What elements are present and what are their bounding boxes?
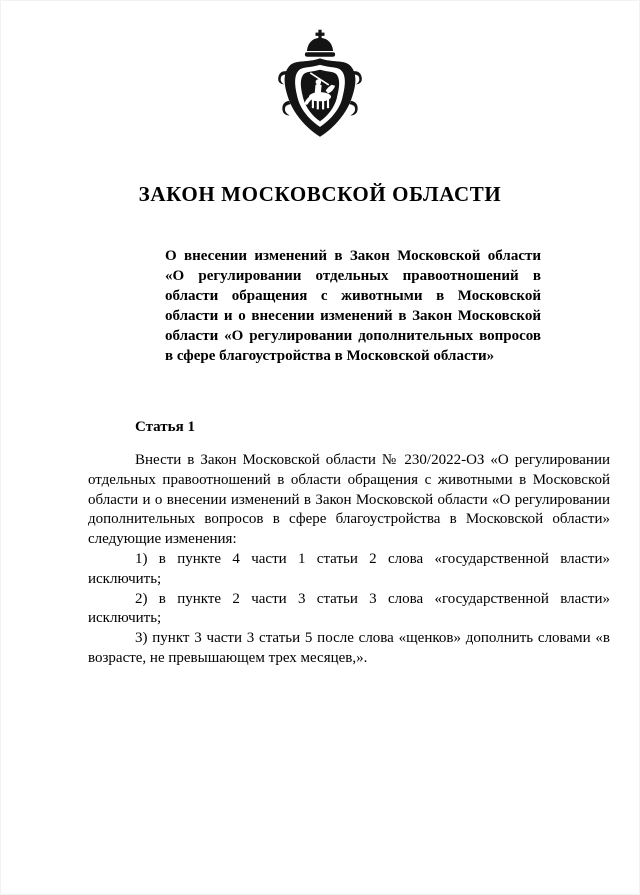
article-heading: Статья 1 [135,419,195,435]
document-subject: О внесении изменений в Закон Московской области «О регулировании отдельных правоотношений в области обращения с животными в Московской области и о внесении изменений в Закон Московской области «О регулировании дополнительных вопросов в сфере благоустройства в Московской области» [165,248,541,365]
amendment-item-1: 1) в пункте 4 части 1 статьи 2 слова «государственной власти» исключить; [88,550,610,587]
document-body [88,451,610,669]
amendment-item-2: 2) в пункте 2 части 3 статьи 3 слова «государственной власти» исключить; [88,590,610,627]
paragraph-intro: Внести в Закон Московской области № 230/2022-ОЗ «О регулировании отдельных правоотношений в области обращения с животными в Московской области и о внесении изменений в Закон Московской области «О регулировании дополнительных вопросов в сфере благоустройства в Московской области» следующие изменения: [88,452,610,548]
document-title: ЗАКОН МОСКОВСКОЙ ОБЛАСТИ [138,182,502,206]
coat-of-arms [0,28,640,154]
moscow-oblast-emblem-icon [271,28,369,154]
amendment-item-3: 3) пункт 3 части 3 статьи 5 после слова «щенков» дополнить словами «в возрасте, не превышающем трех месяцев,». [88,630,610,666]
